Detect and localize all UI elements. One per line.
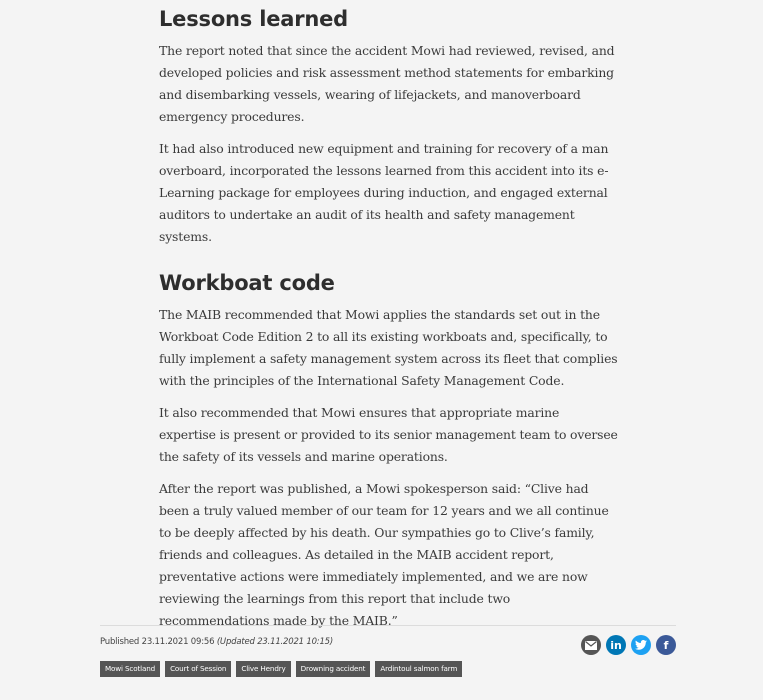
publish-info <box>100 637 333 647</box>
linkedin-icon: in <box>610 638 622 652</box>
facebook-icon: f <box>663 638 669 652</box>
share-linkedin-button[interactable] <box>606 635 626 655</box>
paragraph: It had also introduced new equipment and training for recovery of a man overboard, incorporated the lessons learned from this accident into its e-Learning package for employees during induction, and engaged external auditors to undertake an audit of its health and safety management systems. <box>159 141 609 244</box>
paragraph: The report noted that since the accident Mowi had reviewed, revised, and developed policies and risk assessment method statements for embarking and disembarking vessels, wearing of lifejackets, and manoverboard emergency procedures. <box>159 43 615 124</box>
share-email-button[interactable] <box>581 635 601 655</box>
envelope-icon <box>585 641 597 650</box>
tag-link[interactable]: Drowning accident <box>296 661 371 677</box>
published-date: Published 23.11.2021 09:56 <box>100 637 215 647</box>
tag-list <box>100 661 462 677</box>
article-footer <box>100 625 676 673</box>
share-buttons <box>581 635 676 655</box>
section-heading-lessons-learned: Lessons learned <box>159 7 349 31</box>
paragraph-quote: After the report was published, a Mowi spokesperson said: “Clive had been a truly valued member of our team for 12 years and we all continue to be deeply affected by his death. Our sympathies go to Clive’s family, friends and colleagues. As detailed in the MAIB accident report, preventative actions were immediately implemented, and we are now reviewing the learnings from this report that include two recommendations made by the MAIB.” <box>159 481 609 628</box>
tag-link[interactable]: Court of Session <box>165 661 231 677</box>
tag-link[interactable]: Ardintoul salmon farm <box>375 661 462 677</box>
tag-link[interactable]: Mowi Scotland <box>100 661 160 677</box>
updated-date: (Updated 23.11.2021 10:15) <box>216 637 333 647</box>
tag-link[interactable]: Clive Hendry <box>236 661 290 677</box>
article-body <box>159 4 619 642</box>
section-heading-workboat-code: Workboat code <box>159 271 335 295</box>
paragraph: The MAIB recommended that Mowi applies the standards set out in the Workboat Code Edition 2 to all its existing workboats and, specifically, to fully implement a safety management system across its fleet that complies with the principles of the International Safety Management Code. <box>159 307 618 388</box>
share-twitter-button[interactable] <box>631 635 651 655</box>
bird-icon <box>635 640 647 650</box>
paragraph: It also recommended that Mowi ensures that appropriate marine expertise is present or provided to its senior management team to oversee the safety of its vessels and marine operations. <box>159 405 618 464</box>
share-facebook-button[interactable] <box>656 635 676 655</box>
